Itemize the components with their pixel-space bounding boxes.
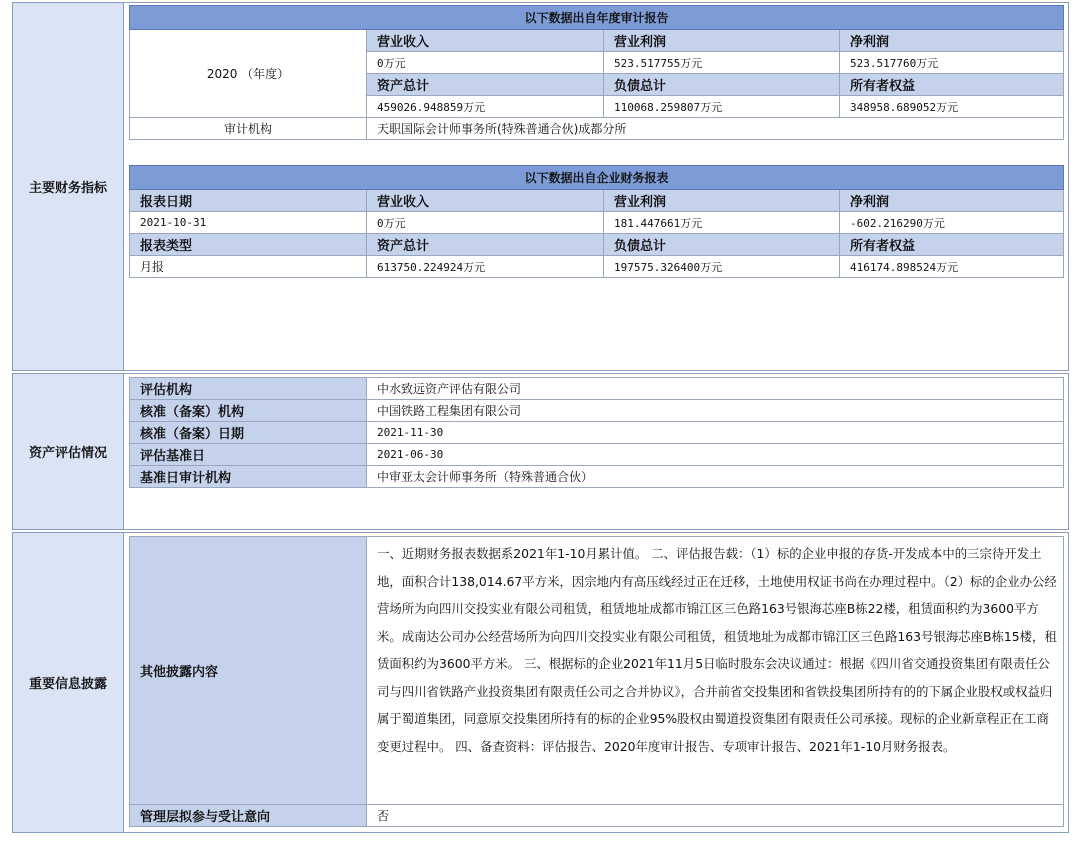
valuation-key: 核准（备案）机构 [130, 400, 367, 422]
stmt-equity: 416174.898524万元 [840, 256, 1064, 278]
audit-year: 2020 （年度） [130, 30, 367, 118]
statement-table [129, 165, 1064, 278]
table-row [130, 378, 1064, 400]
table-row [130, 400, 1064, 422]
audit-net-profit: 523.517760万元 [840, 52, 1064, 74]
valuation-value: 中水致远资产评估有限公司 [367, 378, 1064, 400]
valuation-key: 基准日审计机构 [130, 466, 367, 488]
mgmt-intent-value: 否 [367, 805, 1064, 827]
financial-section [12, 2, 1069, 371]
other-disclosure-text: 一、近期财务报表数据系2021年1-10月累计值。 二、评估报告载：（1）标的企业申报的存货-开发成本中的三宗待开发土地，面积合计138,014.67平方米，因宗地内有高压线经过正在迁移，土地使用权证书尚在办理过程中。（2）标的企业办公经营场所为向四川交投实业有限公司租赁，租赁地址成都市锦江区三色路163号银海芯座B栋22楼，租赁面积约为3600平方米。成南达公司办公经营场所为向四川交投实业有限公司租赁，租赁地址为成都市锦江区三色路163号银海芯座B栋15楼，租赁面积约为3600平方米。 三、根据标的企业2021年11月5日临时股东会决议通过：根据《四川省交通投资集团有限责任公司与四川省铁路产业投资集团有限责任公司之合并协议》，合并前省交投集团和省铁投集团所持有的的下属企业股权或权益归属于蜀道集团，同意原交投集团所持有的标的企业95%股权由蜀道投资集团有限责任公司承接。现标的企业新章程正在工商变更过程中。 四、备查资料：评估报告、2020年度审计报告、专项审计报告、2021年1-10月财务报表。 [367, 537, 1064, 805]
other-disclosure-label: 其他披露内容 [130, 537, 367, 805]
stmt-total-assets: 613750.224924万元 [367, 256, 604, 278]
audit-head-revenue: 营业收入 [367, 30, 604, 52]
stmt-head-total-assets: 资产总计 [367, 234, 604, 256]
financial-label: 主要财务指标 [13, 3, 124, 370]
audit-head-operating-profit: 营业利润 [604, 30, 840, 52]
table-row [130, 444, 1064, 466]
valuation-key: 评估基准日 [130, 444, 367, 466]
audit-table [129, 5, 1064, 140]
stmt-net-profit: -602.216290万元 [840, 212, 1064, 234]
stmt-head-date: 报表日期 [130, 190, 367, 212]
valuation-table [129, 377, 1064, 488]
audit-head-net-profit: 净利润 [840, 30, 1064, 52]
stmt-operating-profit: 181.447661万元 [604, 212, 840, 234]
stmt-head-net-profit: 净利润 [840, 190, 1064, 212]
section-spacer [129, 140, 1064, 165]
audit-operating-profit: 523.517755万元 [604, 52, 840, 74]
audit-head-total-liabilities: 负债总计 [604, 74, 840, 96]
stmt-head-operating-profit: 营业利润 [604, 190, 840, 212]
mgmt-intent-label: 管理层拟参与受让意向 [130, 805, 367, 827]
stmt-type: 月报 [130, 256, 367, 278]
stmt-head-total-liabilities: 负债总计 [604, 234, 840, 256]
audit-equity: 348958.689052万元 [840, 96, 1064, 118]
stmt-head-revenue: 营业收入 [367, 190, 604, 212]
valuation-label: 资产评估情况 [13, 374, 124, 529]
table-row [130, 466, 1064, 488]
disclosure-section [12, 532, 1069, 833]
stmt-head-type: 报表类型 [130, 234, 367, 256]
audit-revenue: 0万元 [367, 52, 604, 74]
stmt-head-equity: 所有者权益 [840, 234, 1064, 256]
valuation-value: 2021-06-30 [367, 444, 1064, 466]
valuation-value: 中国铁路工程集团有限公司 [367, 400, 1064, 422]
disclosure-table [129, 536, 1064, 827]
audit-org-label: 审计机构 [130, 118, 367, 140]
valuation-key: 核准（备案）日期 [130, 422, 367, 444]
disclosure-label: 重要信息披露 [13, 533, 124, 832]
valuation-section [12, 373, 1069, 530]
stmt-total-liabilities: 197575.326400万元 [604, 256, 840, 278]
stmt-date: 2021-10-31 [130, 212, 367, 234]
audit-total-assets: 459026.948859万元 [367, 96, 604, 118]
stmt-revenue: 0万元 [367, 212, 604, 234]
valuation-value: 2021-11-30 [367, 422, 1064, 444]
audit-head-equity: 所有者权益 [840, 74, 1064, 96]
audit-title: 以下数据出自年度审计报告 [130, 6, 1064, 30]
audit-total-liabilities: 110068.259807万元 [604, 96, 840, 118]
table-row [130, 422, 1064, 444]
audit-head-total-assets: 资产总计 [367, 74, 604, 96]
valuation-value: 中审亚太会计师事务所（特殊普通合伙） [367, 466, 1064, 488]
audit-org-value: 天职国际会计师事务所(特殊普通合伙)成都分所 [367, 118, 1064, 140]
statement-title: 以下数据出自企业财务报表 [130, 166, 1064, 190]
valuation-key: 评估机构 [130, 378, 367, 400]
